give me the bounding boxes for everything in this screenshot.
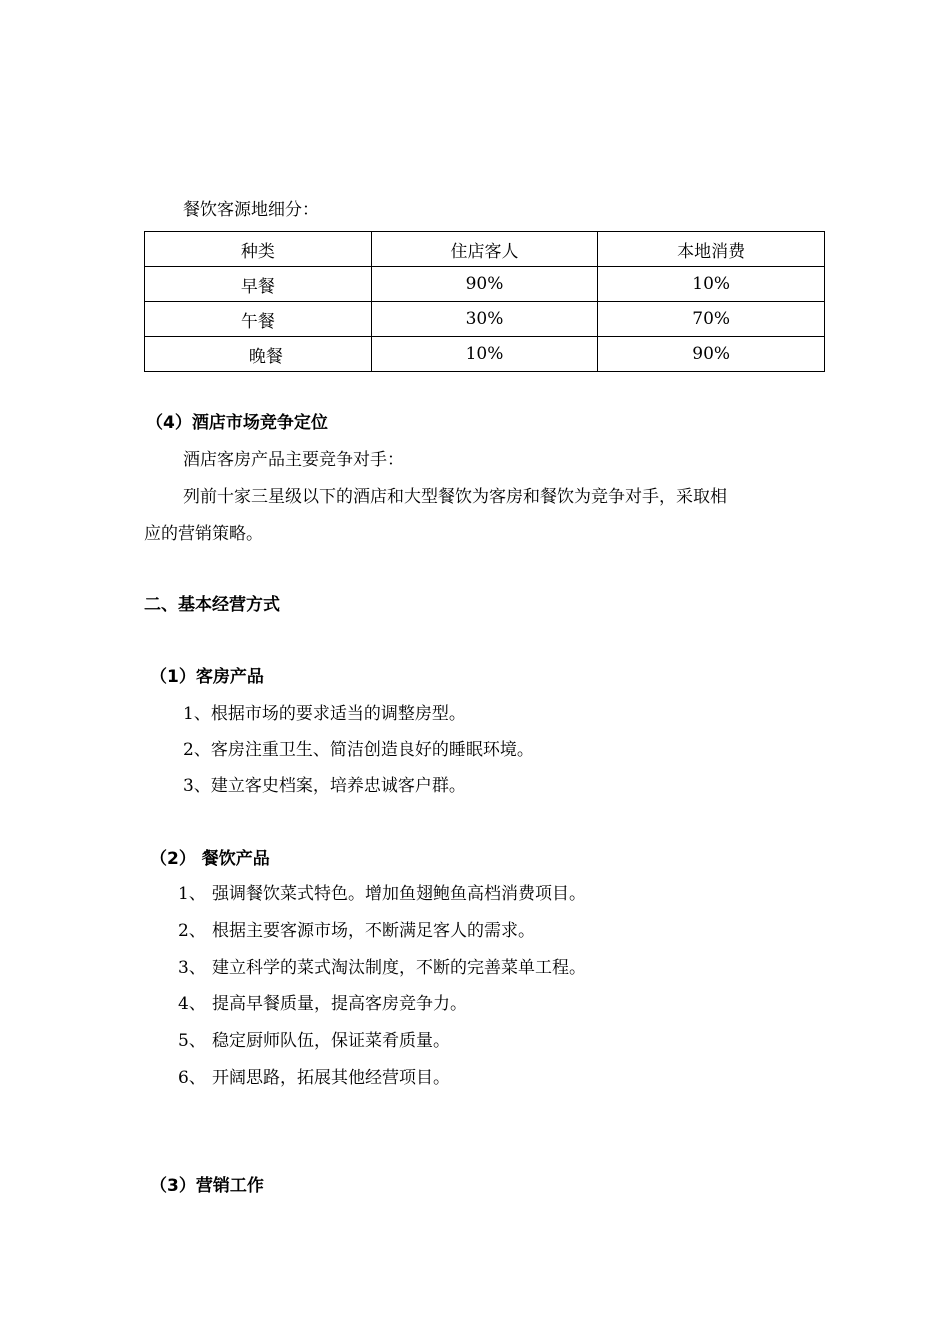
catering-source-table [144,231,825,372]
table-cell: 30% [371,302,598,337]
list-item-text: 根据主要客源市场，不断满足客人的需求。 [212,921,535,941]
table-header-cell: 住店客人 [371,232,598,267]
section-heading-rooms: （1）客房产品 [150,667,264,687]
part-heading-operations: 二、基本经营方式 [144,595,280,615]
table-cell: 10% [598,267,825,302]
table-row [145,267,825,302]
list-item-number: 2、 [178,921,206,941]
table-cell: 早餐 [145,267,372,302]
list-item-text: 稳定厨师队伍，保证菜肴质量。 [212,1031,450,1051]
list-item-number: 1、 [178,884,206,904]
list-item-number: 6、 [178,1068,206,1088]
list-item [178,1067,450,1089]
table-header-cell: 种类 [145,232,372,267]
list-item-text: 开阔思路，拓展其他经营项目。 [212,1068,450,1088]
list-item-text: 强调餐饮菜式特色。增加鱼翅鲍鱼高档消费项目。 [212,884,586,904]
list-item-number: 5、 [178,1031,206,1051]
list-item: 3、建立客史档案，培养忠诚客户群。 [183,776,466,796]
list-item-text: 提高早餐质量，提高客房竞争力。 [212,994,467,1014]
section-heading-catering: （2） 餐饮产品 [150,849,270,869]
catering-source-intro: 餐饮客源地细分： [183,200,319,220]
list-item: 1、根据市场的要求适当的调整房型。 [183,704,466,724]
table-cell: 10% [371,337,598,372]
table-header-cell: 本地消费 [598,232,825,267]
table-cell: 90% [598,337,825,372]
table-row [145,337,825,372]
section-heading-marketing: （3）营销工作 [150,1176,264,1196]
list-item [178,920,535,942]
list-item [178,883,586,905]
list-item [178,957,586,979]
list-item: 2、客房注重卫生、简洁创造良好的睡眠环境。 [183,740,534,760]
paragraph-strategy-line2: 应的营销策略。 [144,524,263,544]
list-item [178,993,467,1015]
table-cell: 晚餐 [145,337,372,372]
section-heading-competition: （4）酒店市场竞争定位 [146,413,328,433]
table-cell: 70% [598,302,825,337]
paragraph-strategy-line1: 列前十家三星级以下的酒店和大型餐饮为客房和餐饮为竞争对手，采取相 [183,487,727,507]
paragraph-competitors: 酒店客房产品主要竞争对手： [183,450,404,470]
table-cell: 90% [371,267,598,302]
list-item-number: 3、 [178,958,206,978]
list-item [178,1030,450,1052]
table-cell: 午餐 [145,302,372,337]
list-item-text: 建立科学的菜式淘汰制度，不断的完善菜单工程。 [212,958,586,978]
table-row [145,302,825,337]
list-item-number: 4、 [178,994,206,1014]
table-header-row [145,232,825,267]
